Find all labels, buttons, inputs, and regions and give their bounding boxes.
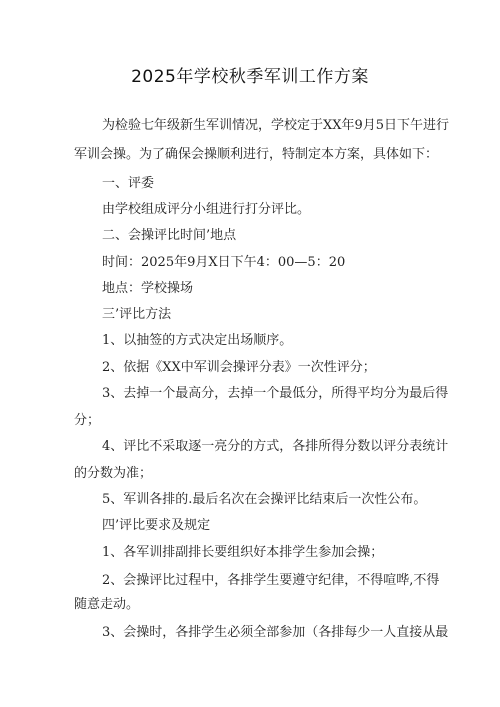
paragraph-line: 由学校组成评分小组进行打分评比。 [102, 202, 311, 217]
list-item: 2、依据《XX中军训会操评分表》一次性评分； [102, 360, 376, 375]
paragraph-line: 时间：2025年9月X日下午4：00—5：20 [102, 255, 346, 270]
list-item-continuation: 随意走动。 [74, 597, 140, 612]
list-item-continuation: 分； [74, 413, 101, 428]
document-title: 2025年学校秋季军训工作方案 [131, 67, 369, 87]
paragraph-line: 为检验七年级新生军训情况，学校定于XX年9月5日下午进行 [102, 118, 450, 133]
list-item: 5、军训各排的.最后名次在会操评比结束后一次性公布。 [102, 492, 427, 507]
list-item-continuation: 的分数为准； [74, 466, 153, 481]
paragraph-line: 军训会操。为了确保会操顺利进行，特制定本方案，具体如下： [74, 147, 439, 162]
list-item: 3、会操时，各排学生必须全部参加（各排每少一人直接从最 [102, 625, 449, 640]
paragraph-line: 地点：学校操场 [102, 281, 194, 296]
list-item: 3、去掉一个最高分，去掉一个最低分，所得平均分为最后得 [102, 386, 449, 401]
section-heading: 三’评比方法 [102, 307, 172, 322]
list-item: 1、以抽签的方式决定出场顺序。 [102, 333, 293, 348]
section-heading: 一、评委 [102, 176, 155, 191]
list-item: 4、评比不采取逐一亮分的方式，各排所得分数以评分表统计 [102, 439, 449, 454]
section-heading: 二、会操评比时间’地点 [102, 228, 237, 243]
section-heading: 四’评比要求及规定 [102, 518, 211, 533]
list-item: 2、会操评比过程中，各排学生要遵守纪律，不得喧哗,不得 [102, 573, 440, 588]
list-item: 1、各军训排副排长要组织好本排学生参加会操； [102, 545, 384, 560]
